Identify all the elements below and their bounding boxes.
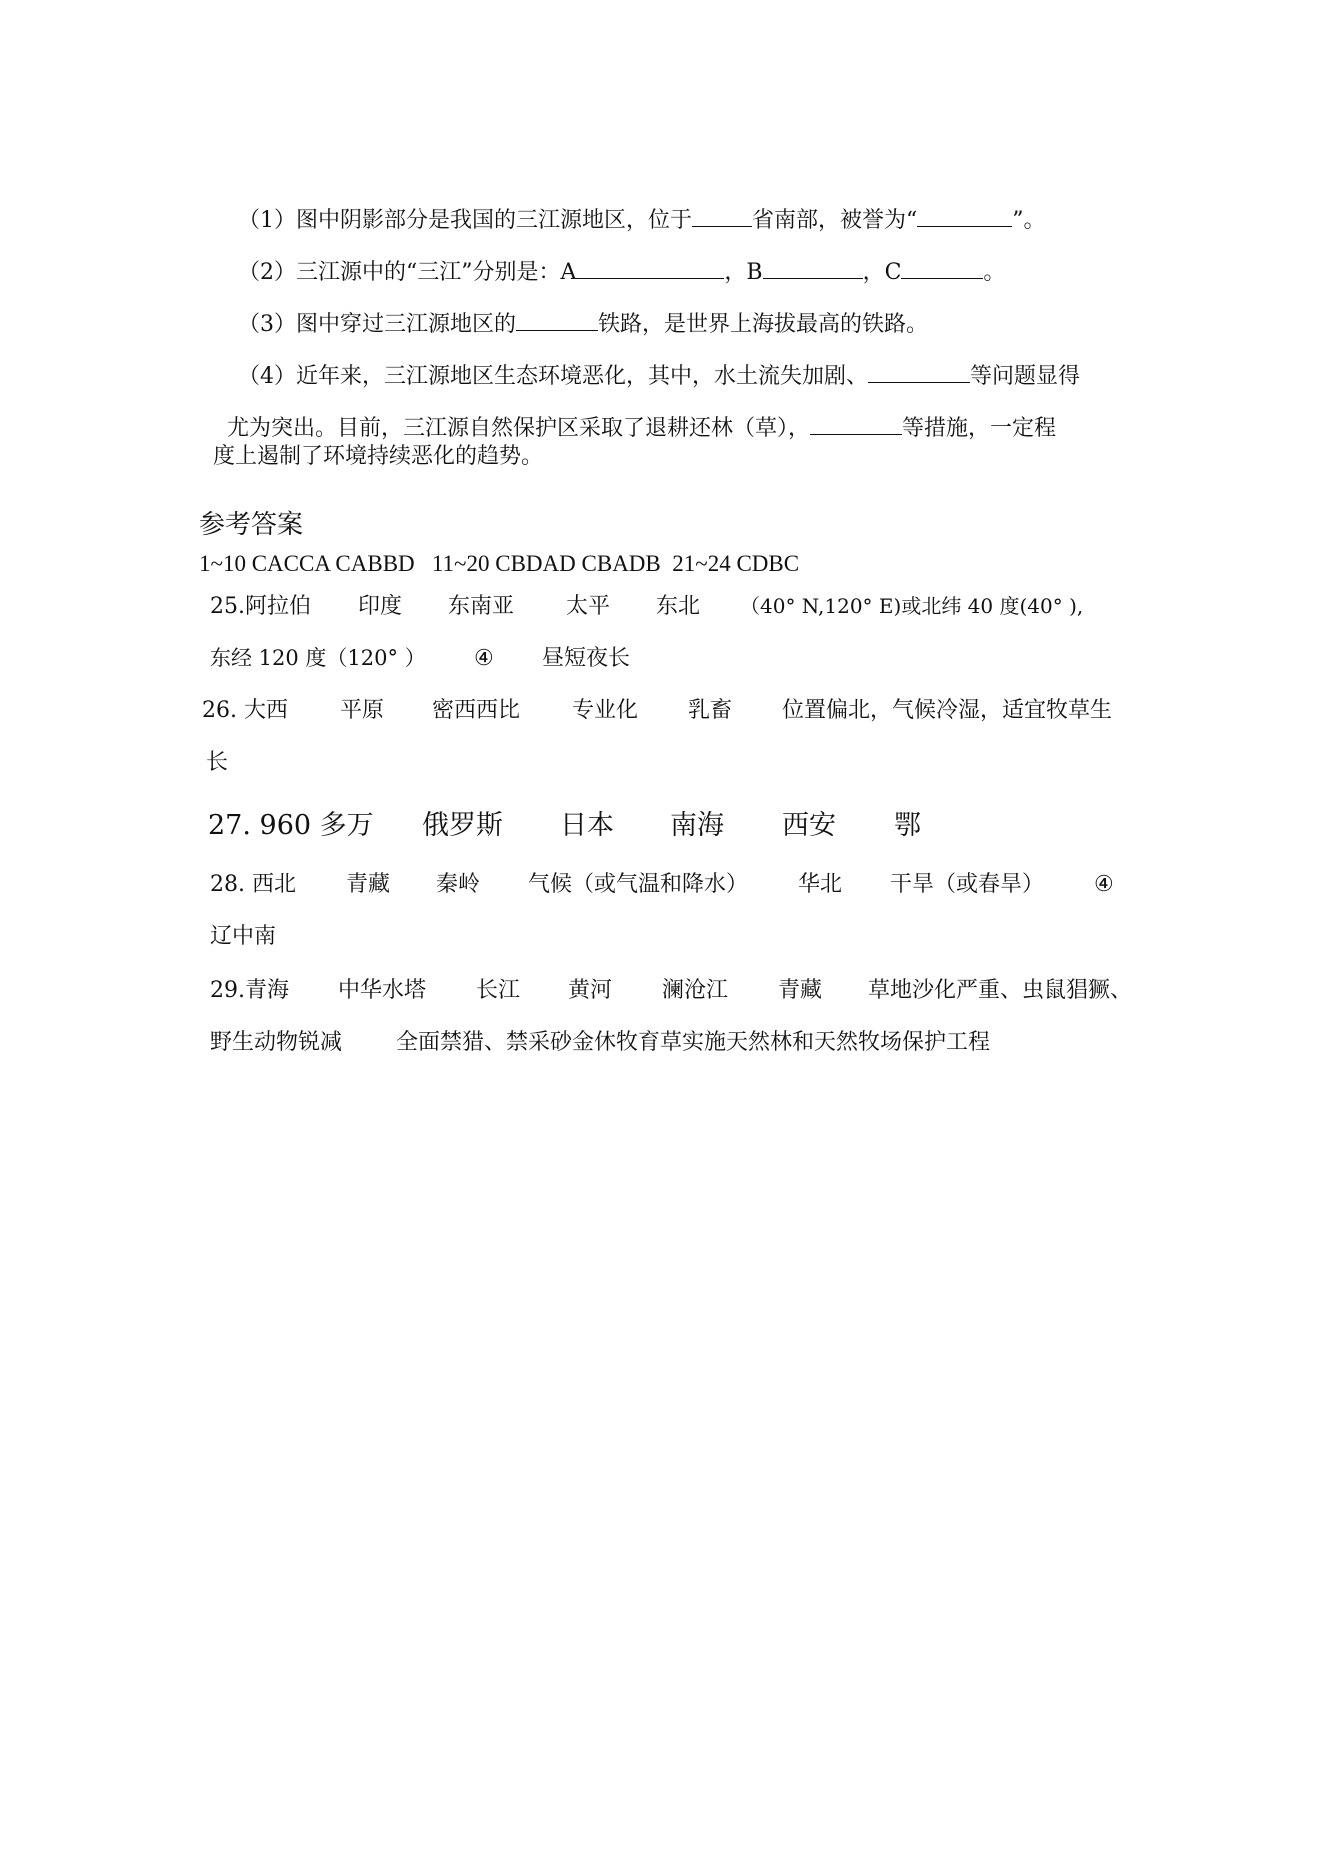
- answer-29-item: 草地沙化严重、虫鼠猖獗、: [868, 978, 1133, 1003]
- answer-29-item: 长江: [476, 978, 521, 1003]
- answer-25-item: （40° N,120° E)或北纬 40 度(40° ),: [740, 594, 1084, 618]
- answer-28-item: ④: [1094, 872, 1114, 897]
- q1-text-a: （1）图中阴影部分是我国的三江源地区，位于: [238, 208, 692, 233]
- q4-blank-measures: [810, 416, 902, 435]
- answer-27-item: 日本: [560, 810, 614, 841]
- question-2: [224, 238, 1005, 284]
- q4-text-c: 尤为突出。目前，三江源自然保护区采取了退耕还林（草），: [227, 416, 811, 441]
- question-4-line-2: [213, 394, 1056, 440]
- answer-26-item: 乳畜: [688, 698, 733, 723]
- q2-text-b: ，B: [724, 260, 763, 285]
- answer-26-item: 位置偏北，气候冷湿，适宜牧草生: [782, 698, 1113, 723]
- answer-28-item: 秦岭: [436, 872, 481, 897]
- answer-28-item: 气候（或气温和降水）: [528, 872, 749, 897]
- answer-28-item: 28. 西北: [210, 872, 296, 897]
- answer-28-line-2: 辽中南: [210, 924, 277, 949]
- answer-26-item: 密西西比: [432, 698, 521, 723]
- q1-blank-province: [692, 208, 752, 227]
- q3-blank-railway: [516, 312, 598, 331]
- question-4-line-1: [224, 342, 1080, 388]
- answer-29-item: 中华水塔: [338, 978, 427, 1003]
- q4-text-a: （4）近年来，三江源地区生态环境恶化，其中，水土流失加剧、: [238, 364, 868, 389]
- answer-26-item: 专业化: [572, 698, 639, 723]
- answer-26-item: 平原: [340, 698, 385, 723]
- answer-29-item: 黄河: [568, 978, 613, 1003]
- answer-25-item: 东北: [656, 594, 701, 619]
- q3-text-a: （3）图中穿过三江源地区的: [238, 312, 516, 337]
- answer-27-item: 西安: [782, 810, 836, 841]
- answer-25-item: 东经 120 度（120° ）: [210, 646, 426, 670]
- q4-text-d: 等措施，一定程: [902, 416, 1057, 441]
- q4-text-b: 等问题显得: [970, 364, 1081, 389]
- answer-26-item: 26. 大西: [202, 698, 288, 723]
- answer-29-item: 全面禁猎、禁采砂金休牧育草实施天然林和天然牧场保护工程: [396, 1030, 991, 1055]
- q4-blank-problem: [868, 364, 970, 383]
- q2-blank-c: [901, 260, 983, 279]
- answer-29-item: 澜沧江: [662, 978, 729, 1003]
- answer-27-item: 鄂: [894, 810, 921, 841]
- answer-25-item: 昼短夜长: [542, 646, 631, 671]
- q2-text-d: 。: [983, 260, 1006, 285]
- answer-29-item: 野生动物锐减: [210, 1030, 343, 1055]
- question-4-line-3: 度上遏制了环境持续恶化的趋势。: [213, 444, 544, 469]
- q2-text-a: （2）三江源中的“三江”分别是：A: [238, 260, 577, 285]
- answer-28-item: 干旱（或春旱）: [890, 872, 1045, 897]
- answer-27-item: 南海: [670, 810, 724, 841]
- answer-25-item: 太平: [566, 594, 611, 619]
- q1-text-c: ”。: [1012, 208, 1046, 233]
- q2-blank-b: [763, 260, 863, 279]
- answer-key-multiple-choice: 1~10 CACCA CABBD 11~20 CBDAD CBADB 21~24 CDBC: [199, 551, 800, 576]
- answer-27-item: 27. 960 多万: [208, 810, 374, 841]
- q1-blank-nickname: [917, 208, 1012, 227]
- q3-text-b: 铁路，是世界上海拔最高的铁路。: [598, 312, 929, 337]
- answer-25-item: ④: [474, 646, 494, 671]
- q2-text-c: ，C: [862, 260, 902, 285]
- q2-blank-a: [576, 260, 724, 279]
- question-3: [224, 290, 928, 336]
- answer-25-item: 印度: [358, 594, 403, 619]
- answer-27-item: 俄罗斯: [422, 810, 503, 841]
- q1-text-b: 省南部，被誉为“: [752, 208, 918, 233]
- answer-29-item: 29.青海: [210, 978, 289, 1003]
- answer-28-item: 华北: [798, 872, 843, 897]
- answer-28-item: 青藏: [346, 872, 391, 897]
- answers-heading: 参考答案: [199, 510, 304, 540]
- answer-25-item: 25.阿拉伯: [210, 594, 311, 619]
- answer-29-item: 青藏: [778, 978, 823, 1003]
- answer-25-item: 东南亚: [448, 594, 515, 619]
- question-1: [224, 186, 1046, 232]
- answer-26-line-2: 长: [206, 750, 229, 775]
